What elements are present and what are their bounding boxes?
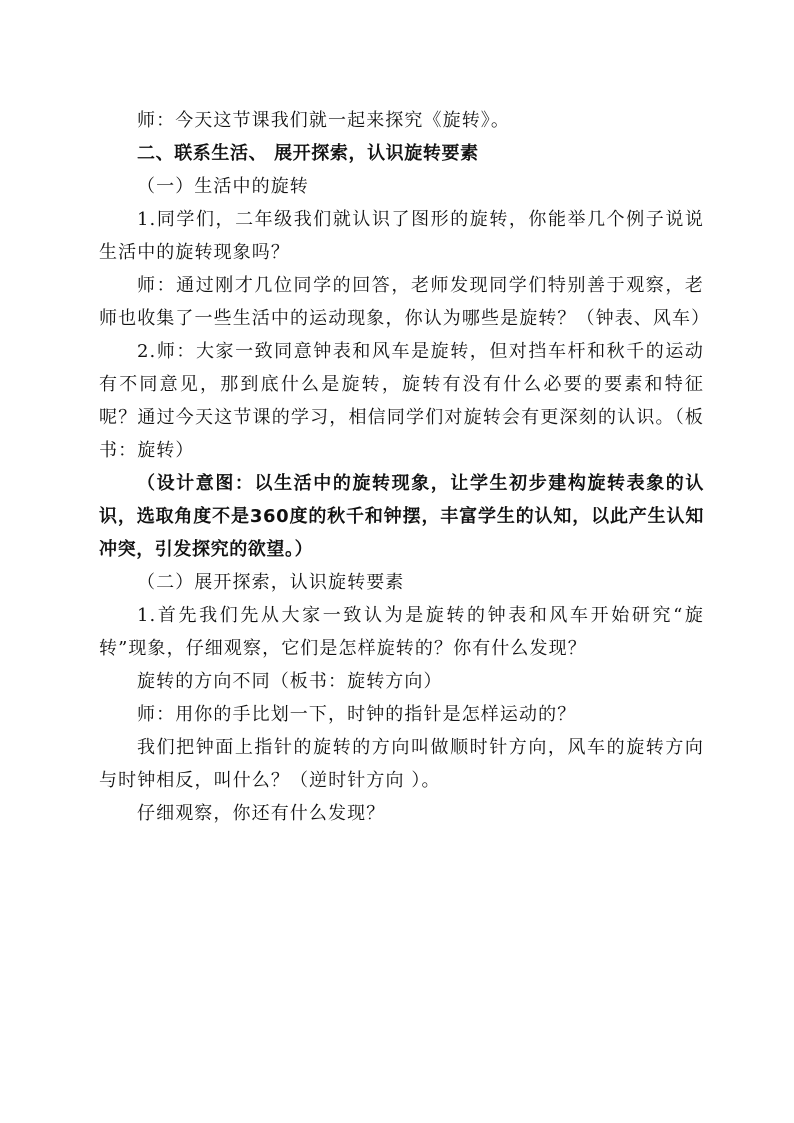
teacher-intro-paragraph: 师：今天这节课我们就一起来探究《旋转》。 (137, 110, 510, 131)
section-heading: 二、联系生活、 展开探索，认识旋转要素 (137, 143, 479, 164)
rotation-direction-paragraph: 旋转的方向不同（板书：旋转方向） (137, 671, 443, 692)
design-intent-note: （设计意图：以生活中的旋转现象，让学生初步建构旋转表象的认识，选取角度不是360度的秋千和钟摆，丰富学生的认知，以此产生认知冲突，引发探究的欲望。） (99, 473, 704, 560)
clock-hand-question-paragraph: 师：用你的手比划一下，时钟的指针是怎样运动的？ (137, 704, 577, 725)
discussion-paragraph: 2.师：大家一致同意钟表和风车是旋转，但对挡车杆和秋千的运动有不同意见，那到底什么是旋转，旋转有没有什么必要的要素和特征呢？通过今天这节课的学习，相信同学们对旋转会有更深刻的认识。（板书：旋转） (99, 341, 704, 461)
further-observation-paragraph: 仔细观察，你还有什么发现？ (137, 803, 386, 824)
subsection-heading: （一）生活中的旋转 (137, 176, 309, 197)
document-body (99, 104, 711, 830)
exploration-subheading: （二）展开探索，认识旋转要素 (137, 572, 405, 593)
exploration-question-paragraph: 1.首先我们先从大家一致认为是旋转的钟表和风车开始研究“旋转”现象，仔细观察，它们是怎样旋转的？你有什么发现？ (99, 605, 704, 659)
clockwise-explanation-paragraph: 我们把钟面上指针的旋转的方向叫做顺时针方向，风车的旋转方向与时钟相反，叫什么？（逆时针方向 ）。 (99, 737, 704, 791)
question-paragraph: 1.同学们，二年级我们就认识了图形的旋转，你能举几个例子说说生活中的旋转现象吗？ (99, 209, 704, 263)
teacher-observation-paragraph: 师：通过刚才几位同学的回答，老师发现同学们特别善于观察，老师也收集了一些生活中的运动现象，你认为哪些是旋转？（钟表、风车） (99, 275, 711, 329)
